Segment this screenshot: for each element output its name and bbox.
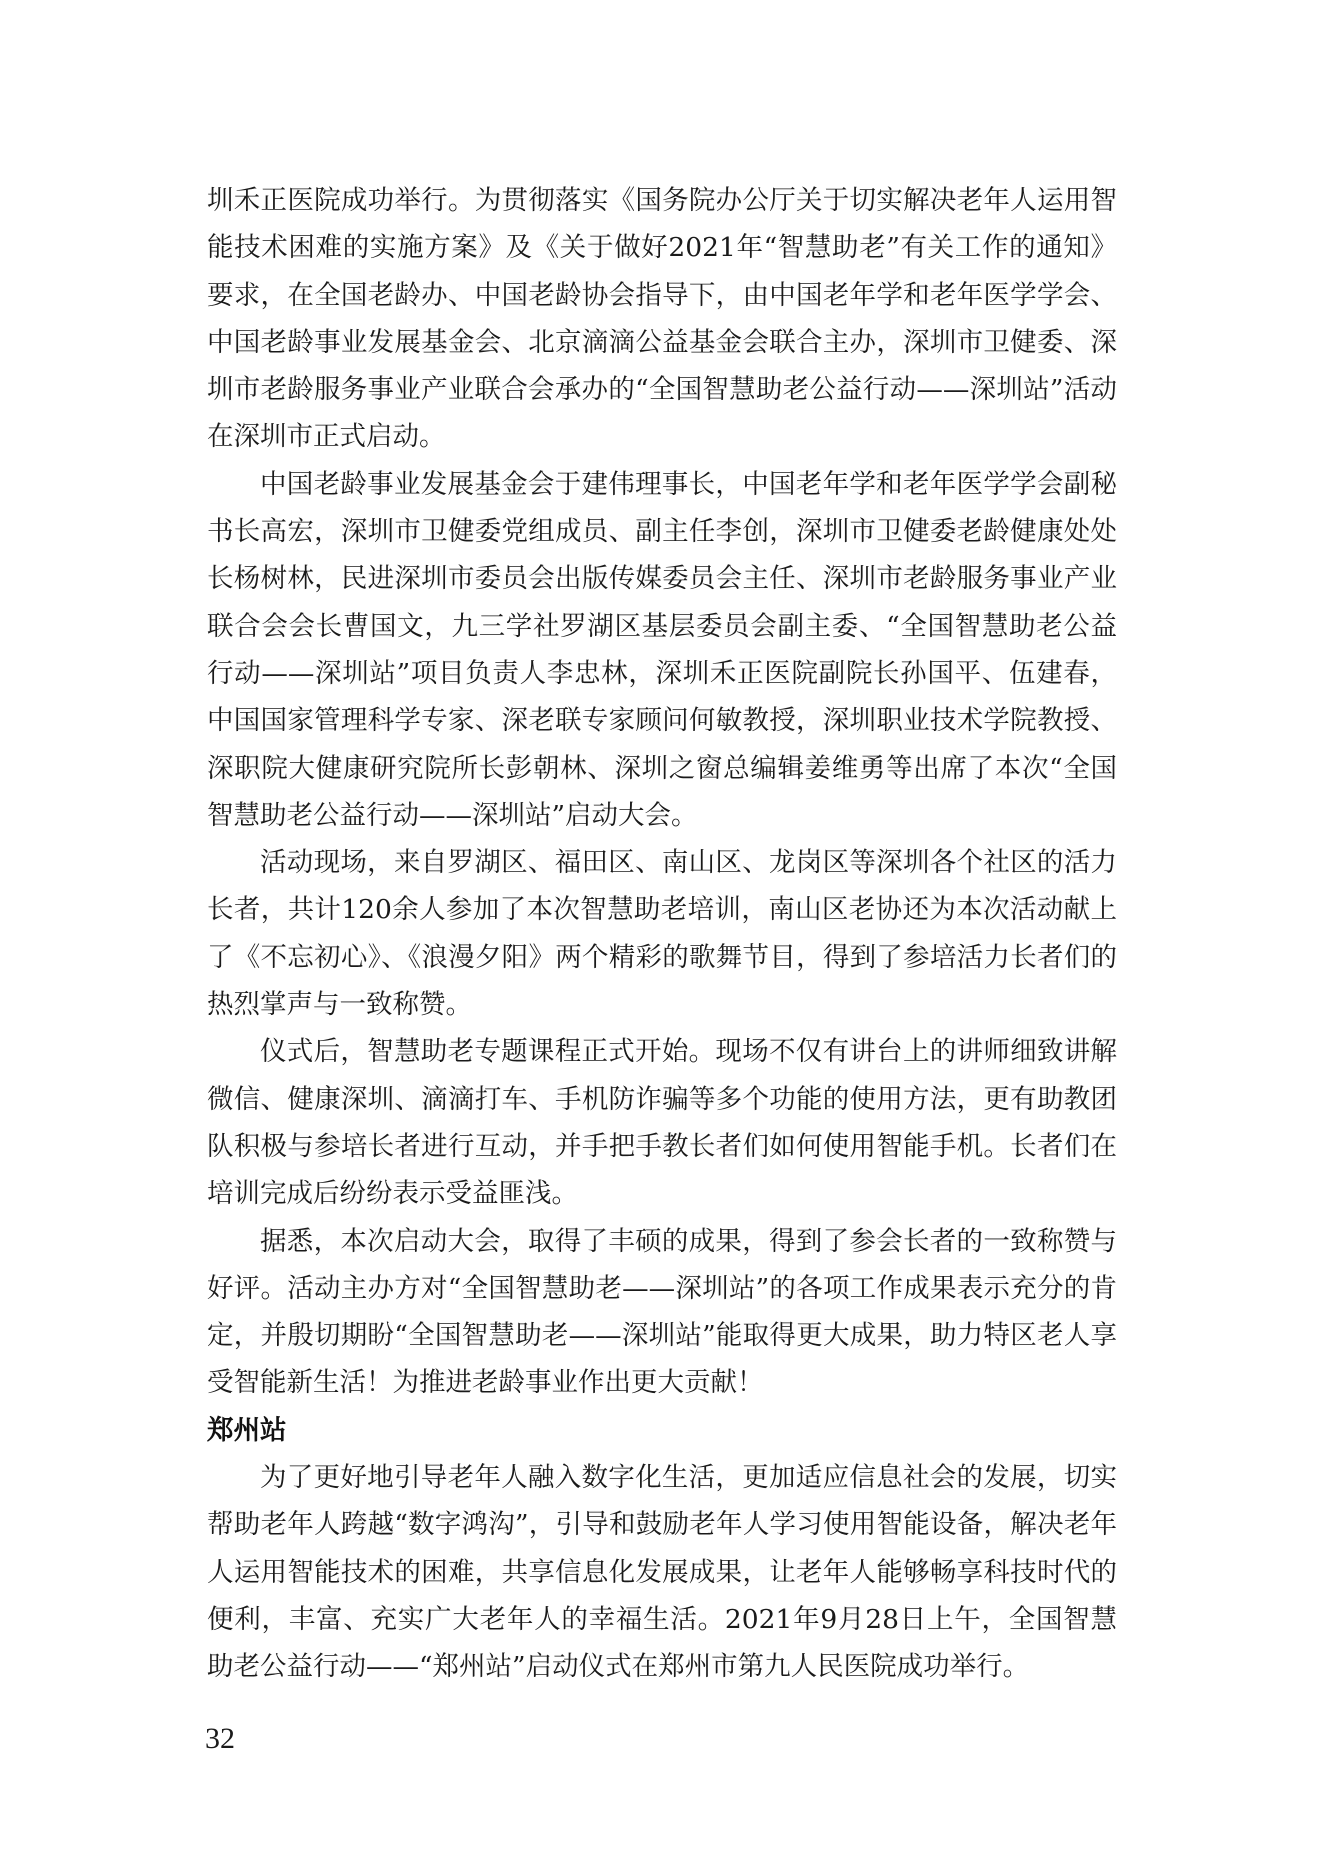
page-number: 32 bbox=[205, 1722, 235, 1755]
document-page bbox=[207, 177, 1117, 1691]
paragraph-zhengzhou: 为了更好地引导老年人融入数字化生活，更加适应信息社会的发展，切实帮助老年人跨越“数字鸿沟”，引导和鼓励老年人学习使用智能设备，解决老年人运用智能技术的困难，共享信息化发展成果，让老年人能够畅享科技时代的便利，丰富、充实广大老年人的幸福生活。2021年9月28日上午，全国智慧助老公益行动——“郑州站”启动仪式在郑州市第九人民医院成功举行。 bbox=[207, 1462, 1117, 1683]
paragraph-attendees: 中国老龄事业发展基金会于建伟理事长，中国老年学和老年医学学会副秘书长高宏，深圳市卫健委党组成员、副主任李创，深圳市卫健委老龄健康处处长杨树林，民进深圳市委员会出版传媒委员会主任、深圳市老龄服务事业产业联合会会长曹国文，九三学社罗湖区基层委员会副主委、“全国智慧助老公益行动——深圳站”项目负责人李忠林，深圳禾正医院副院长孙国平、伍建春，中国国家管理科学专家、深老联专家顾问何敏教授，深圳职业技术学院教授、深职院大健康研究院所长彭朝林、深圳之窗总编辑姜维勇等出席了本次“全国智慧助老公益行动——深圳站”启动大会。 bbox=[207, 468, 1117, 831]
paragraph-event-scene: 活动现场，来自罗湖区、福田区、南山区、龙岗区等深圳各个社区的活力长者，共计120余人参加了本次智慧助老培训，南山区老协还为本次活动献上了《不忘初心》、《浪漫夕阳》两个精彩的歌舞节目，得到了参培活力长者们的热烈掌声与一致称赞。 bbox=[207, 847, 1117, 1021]
paragraph-continuation: 圳禾正医院成功举行。为贯彻落实《国务院办公厅关于切实解决老年人运用智能技术困难的实施方案》及《关于做好2021年“智慧助老”有关工作的通知》要求，在全国老龄办、中国老龄协会指导下，由中国老年学和老年医学学会、中国老龄事业发展基金会、北京滴滴公益基金会联合主办，深圳市卫健委、深圳市老龄服务事业产业联合会承办的“全国智慧助老公益行动——深圳站”活动在深圳市正式启动。 bbox=[207, 185, 1117, 453]
paragraph-course: 仪式后，智慧助老专题课程正式开始。现场不仅有讲台上的讲师细致讲解微信、健康深圳、滴滴打车、手机防诈骗等多个功能的使用方法，更有助教团队积极与参培长者进行互动，并手把手教长者们如何使用智能手机。长者们在培训完成后纷纷表示受益匪浅。 bbox=[207, 1036, 1117, 1210]
paragraph-outcome: 据悉，本次启动大会，取得了丰硕的成果，得到了参会长者的一致称赞与好评。活动主办方对“全国智慧助老——深圳站”的各项工作成果表示充分的肯定，并殷切期盼“全国智慧助老——深圳站”能取得更大成果，助力特区老人享受智能新生活！为推进老龄事业作出更大贡献！ bbox=[207, 1225, 1117, 1399]
section-heading-zhengzhou: 郑州站 bbox=[207, 1414, 287, 1446]
